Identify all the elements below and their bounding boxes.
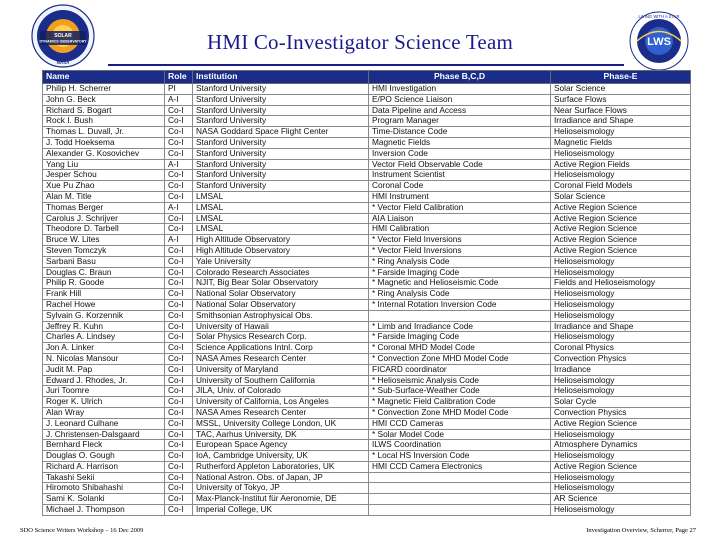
cell-institution: LMSAL — [193, 224, 369, 235]
header-role: Role — [165, 71, 193, 84]
cell-name: Theodore D. Tarbell — [43, 224, 165, 235]
cell-institution: IoA, Cambridge University, UK — [193, 451, 369, 462]
cell-role: Co-I — [165, 105, 193, 116]
cell-institution: National Solar Observatory — [193, 289, 369, 300]
cell-phase-e: Active Region Science — [551, 245, 691, 256]
cell-role: Co-I — [165, 440, 193, 451]
cell-role: Co-I — [165, 418, 193, 429]
cell-name: Bruce W. Lites — [43, 235, 165, 246]
cell-name: Judit M. Pap — [43, 364, 165, 375]
cell-name: Roger K. Ulrich — [43, 397, 165, 408]
table-row — [43, 191, 691, 202]
cell-institution: Stanford University — [193, 159, 369, 170]
cell-phase-bcd — [369, 472, 551, 483]
header-name: Name — [43, 71, 165, 84]
table-row — [43, 94, 691, 105]
cell-phase-bcd — [369, 505, 551, 516]
cell-name: J. Todd Hoeksema — [43, 137, 165, 148]
cell-role: Co-I — [165, 148, 193, 159]
cell-name: Xue Pu Zhao — [43, 181, 165, 192]
cell-phase-e: Atmosphere Dynamics — [551, 440, 691, 451]
cell-phase-e: Helioseismology — [551, 375, 691, 386]
cell-phase-e: Solar Science — [551, 191, 691, 202]
cell-role: A-I — [165, 235, 193, 246]
cell-name: Takashi Sekii — [43, 472, 165, 483]
cell-institution: Stanford University — [193, 137, 369, 148]
cell-phase-e: Magnetic Fields — [551, 137, 691, 148]
cell-phase-e: Irradiance and Shape — [551, 116, 691, 127]
cell-role: Co-I — [165, 127, 193, 138]
cell-institution: Stanford University — [193, 148, 369, 159]
cell-phase-bcd: Data Pipeline and Access — [369, 105, 551, 116]
cell-phase-bcd: HMI Investigation — [369, 84, 551, 95]
cell-institution: Stanford University — [193, 105, 369, 116]
cell-phase-bcd: * Solar Model Code — [369, 429, 551, 440]
cell-phase-e: Helioseismology — [551, 332, 691, 343]
cell-institution: JILA, Univ. of Colorado — [193, 386, 369, 397]
cell-phase-e: Helioseismology — [551, 483, 691, 494]
cell-name: Sylvain G. Korzennik — [43, 310, 165, 321]
cell-phase-bcd: Time-Distance Code — [369, 127, 551, 138]
cell-phase-e: Helioseismology — [551, 267, 691, 278]
cell-phase-e: Helioseismology — [551, 472, 691, 483]
cell-institution: Stanford University — [193, 84, 369, 95]
cell-name: Alan Wray — [43, 407, 165, 418]
table-header-row — [43, 71, 691, 84]
cell-phase-bcd: * Magnetic and Helioseismic Code — [369, 278, 551, 289]
table-row — [43, 451, 691, 462]
cell-phase-bcd: * Limb and Irradiance Code — [369, 321, 551, 332]
cell-institution: National Solar Observatory — [193, 299, 369, 310]
cell-role: Co-I — [165, 505, 193, 516]
cell-role: Co-I — [165, 191, 193, 202]
lws-logo — [626, 10, 692, 72]
cell-phase-e: Helioseismology — [551, 127, 691, 138]
cell-name: Richard A. Harrison — [43, 461, 165, 472]
table-row — [43, 278, 691, 289]
cell-institution: Imperial College, UK — [193, 505, 369, 516]
cell-phase-e: Helioseismology — [551, 505, 691, 516]
cell-phase-bcd: * Convection Zone MHD Model Code — [369, 353, 551, 364]
cell-name: Sarbani Basu — [43, 256, 165, 267]
cell-role: Co-I — [165, 321, 193, 332]
cell-institution: European Space Agency — [193, 440, 369, 451]
cell-name: Juri Toomre — [43, 386, 165, 397]
cell-phase-e: Helioseismology — [551, 256, 691, 267]
cell-institution: Smithsonian Astrophysical Obs. — [193, 310, 369, 321]
cell-phase-bcd: * Coronal MHD Model Code — [369, 343, 551, 354]
cell-role: Co-I — [165, 461, 193, 472]
cell-role: Co-I — [165, 116, 193, 127]
table-row — [43, 321, 691, 332]
table-row — [43, 84, 691, 95]
table-row — [43, 505, 691, 516]
cell-role: Co-I — [165, 181, 193, 192]
cell-institution: Science Applications Intnl. Corp — [193, 343, 369, 354]
cell-phase-e: Active Region Fields — [551, 159, 691, 170]
cell-phase-bcd: HMI Calibration — [369, 224, 551, 235]
cell-institution: LMSAL — [193, 213, 369, 224]
cell-role: PI — [165, 84, 193, 95]
cell-phase-e: Convection Physics — [551, 407, 691, 418]
cell-phase-bcd: * Farside Imaging Code — [369, 332, 551, 343]
table-row — [43, 461, 691, 472]
cell-institution: Stanford University — [193, 116, 369, 127]
cell-phase-bcd: HMI Instrument — [369, 191, 551, 202]
cell-institution: University of Maryland — [193, 364, 369, 375]
cell-phase-e: Helioseismology — [551, 310, 691, 321]
table-row — [43, 299, 691, 310]
cell-phase-e: AR Science — [551, 494, 691, 505]
cell-phase-e: Coronal Physics — [551, 343, 691, 354]
cell-phase-e: Active Region Science — [551, 213, 691, 224]
table-row — [43, 310, 691, 321]
cell-role: Co-I — [165, 245, 193, 256]
table-row — [43, 105, 691, 116]
cell-phase-e: Surface Flows — [551, 94, 691, 105]
cell-phase-e: Solar Cycle — [551, 397, 691, 408]
cell-name: Charles A. Lindsey — [43, 332, 165, 343]
cell-phase-bcd: Inversion Code — [369, 148, 551, 159]
table-row — [43, 429, 691, 440]
table-row — [43, 181, 691, 192]
table-row — [43, 407, 691, 418]
cell-phase-bcd — [369, 310, 551, 321]
cell-name: Richard S. Bogart — [43, 105, 165, 116]
cell-institution: MSSL, University College London, UK — [193, 418, 369, 429]
cell-role: A-I — [165, 94, 193, 105]
cell-phase-bcd: * Farside Imaging Code — [369, 267, 551, 278]
cell-role: Co-I — [165, 256, 193, 267]
table-row — [43, 386, 691, 397]
cell-name: N. Nicolas Mansour — [43, 353, 165, 364]
cell-institution: Max-Planck-Institut für Aeronomie, DE — [193, 494, 369, 505]
lws-logo-badge: LWS — [647, 36, 671, 48]
cell-name: Bernhard Fleck — [43, 440, 165, 451]
cell-phase-bcd: * Helioseismic Analysis Code — [369, 375, 551, 386]
table-row — [43, 418, 691, 429]
cell-role: Co-I — [165, 332, 193, 343]
table-row — [43, 483, 691, 494]
cell-phase-e: Convection Physics — [551, 353, 691, 364]
cell-role: Co-I — [165, 343, 193, 354]
cell-name: Hiromoto Shibahashi — [43, 483, 165, 494]
header-phase-e: Phase-E — [551, 71, 691, 84]
cell-institution: University of Tokyo, JP — [193, 483, 369, 494]
cell-role: Co-I — [165, 429, 193, 440]
cell-name: J. Leonard Culhane — [43, 418, 165, 429]
table-row — [43, 494, 691, 505]
header-phase-bcd: Phase B,C,D — [369, 71, 551, 84]
cell-role: Co-I — [165, 451, 193, 462]
cell-name: Philip H. Scherrer — [43, 84, 165, 95]
cell-role: A-I — [165, 202, 193, 213]
cell-phase-e: Irradiance and Shape — [551, 321, 691, 332]
cell-phase-bcd: * Magnetic Field Calibration Code — [369, 397, 551, 408]
cell-name: Edward J. Rhodes, Jr. — [43, 375, 165, 386]
cell-name: Alan M. Title — [43, 191, 165, 202]
cell-phase-bcd: Vector Field Observable Code — [369, 159, 551, 170]
cell-phase-bcd: Coronal Code — [369, 181, 551, 192]
cell-phase-bcd: E/PO Science Liaison — [369, 94, 551, 105]
team-table-container — [42, 70, 690, 516]
cell-phase-e: Irradiance — [551, 364, 691, 375]
table-row — [43, 472, 691, 483]
cell-name: Yang Liu — [43, 159, 165, 170]
team-table-body — [43, 84, 691, 516]
cell-phase-e: Coronal Field Models — [551, 181, 691, 192]
cell-institution: High Altitude Observatory — [193, 245, 369, 256]
cell-institution: NASA Ames Research Center — [193, 407, 369, 418]
footer-right: Investigation Overview, Scherrer, Page 27 — [586, 527, 696, 534]
cell-role: Co-I — [165, 289, 193, 300]
table-row — [43, 116, 691, 127]
cell-name: Thomas L. Duvall, Jr. — [43, 127, 165, 138]
cell-phase-bcd: Instrument Scientist — [369, 170, 551, 181]
cell-institution: Solar Physics Research Corp. — [193, 332, 369, 343]
table-row — [43, 148, 691, 159]
cell-name: J. Christensen-Dalsgaard — [43, 429, 165, 440]
cell-phase-bcd — [369, 483, 551, 494]
cell-phase-e: Active Region Science — [551, 461, 691, 472]
cell-role: Co-I — [165, 407, 193, 418]
cell-institution: High Altitude Observatory — [193, 235, 369, 246]
cell-phase-bcd: ILWS Coordination — [369, 440, 551, 451]
cell-institution: NASA Ames Research Center — [193, 353, 369, 364]
cell-role: Co-I — [165, 267, 193, 278]
cell-name: Douglas O. Gough — [43, 451, 165, 462]
cell-phase-bcd — [369, 494, 551, 505]
table-row — [43, 245, 691, 256]
cell-institution: TAC, Aarhus University, DK — [193, 429, 369, 440]
cell-name: Douglas C. Braun — [43, 267, 165, 278]
cell-phase-bcd: FICARD coordinator — [369, 364, 551, 375]
cell-role: Co-I — [165, 353, 193, 364]
cell-role: Co-I — [165, 310, 193, 321]
cell-phase-e: Active Region Science — [551, 418, 691, 429]
cell-role: Co-I — [165, 472, 193, 483]
table-row — [43, 224, 691, 235]
cell-role: Co-I — [165, 364, 193, 375]
cell-name: Jeffrey R. Kuhn — [43, 321, 165, 332]
cell-institution: NJIT, Big Bear Solar Observatory — [193, 278, 369, 289]
cell-role: Co-I — [165, 375, 193, 386]
cell-phase-bcd: * Internal Rotation Inversion Code — [369, 299, 551, 310]
cell-role: Co-I — [165, 213, 193, 224]
lws-logo-ring-text: LIVING WITH A STAR — [638, 14, 680, 19]
cell-institution: Rutherford Appleton Laboratories, UK — [193, 461, 369, 472]
cell-role: Co-I — [165, 170, 193, 181]
cell-institution: Stanford University — [193, 170, 369, 181]
cell-name: Steven Tomczyk — [43, 245, 165, 256]
cell-phase-e: Helioseismology — [551, 429, 691, 440]
table-row — [43, 440, 691, 451]
cell-phase-e: Solar Science — [551, 84, 691, 95]
cell-phase-bcd: * Ring Analysis Code — [369, 289, 551, 300]
cell-phase-bcd: HMI CCD Cameras — [369, 418, 551, 429]
cell-institution: University of Hawaii — [193, 321, 369, 332]
title-underline — [108, 64, 624, 66]
table-row — [43, 375, 691, 386]
cell-role: Co-I — [165, 483, 193, 494]
cell-institution: Stanford University — [193, 94, 369, 105]
cell-phase-e: Helioseismology — [551, 386, 691, 397]
table-row — [43, 353, 691, 364]
cell-phase-e: Helioseismology — [551, 148, 691, 159]
table-row — [43, 235, 691, 246]
cell-phase-e: Active Region Science — [551, 235, 691, 246]
cell-institution: LMSAL — [193, 191, 369, 202]
cell-name: Jon A. Linker — [43, 343, 165, 354]
table-row — [43, 127, 691, 138]
cell-name: Jesper Schou — [43, 170, 165, 181]
cell-phase-e: Active Region Science — [551, 202, 691, 213]
table-row — [43, 202, 691, 213]
footer-left: SDO Science Writers Workshop – 16 Dec 2009 — [20, 527, 144, 534]
cell-role: Co-I — [165, 397, 193, 408]
cell-role: Co-I — [165, 137, 193, 148]
cell-name: Frank Hill — [43, 289, 165, 300]
team-table — [42, 70, 691, 516]
cell-phase-e: Helioseismology — [551, 299, 691, 310]
cell-name: Carolus J. Schrijver — [43, 213, 165, 224]
cell-phase-e: Helioseismology — [551, 451, 691, 462]
cell-role: A-I — [165, 159, 193, 170]
table-row — [43, 289, 691, 300]
table-row — [43, 397, 691, 408]
cell-institution: University of California, Los Angeles — [193, 397, 369, 408]
cell-phase-e: Helioseismology — [551, 170, 691, 181]
cell-name: Thomas Berger — [43, 202, 165, 213]
table-row — [43, 137, 691, 148]
cell-phase-bcd: * Vector Field Inversions — [369, 245, 551, 256]
cell-role: Co-I — [165, 299, 193, 310]
header-institution: Institution — [193, 71, 369, 84]
cell-phase-e: Active Region Science — [551, 224, 691, 235]
sdo-logo-badge-bottom: DYNAMICS OBSERVATORY — [39, 39, 87, 44]
cell-phase-bcd: Magnetic Fields — [369, 137, 551, 148]
cell-phase-e: Near Surface Flows — [551, 105, 691, 116]
cell-role: Co-I — [165, 386, 193, 397]
cell-institution: NASA Goddard Space Flight Center — [193, 127, 369, 138]
table-row — [43, 332, 691, 343]
cell-name: Sami K. Solanki — [43, 494, 165, 505]
cell-phase-e: Fields and Helioseismology — [551, 278, 691, 289]
table-row — [43, 256, 691, 267]
cell-phase-bcd: * Sub-Surface-Weather Code — [369, 386, 551, 397]
slide-title: HMI Co-Investigator Science Team — [206, 30, 514, 54]
sdo-logo-badge-top: SOLAR — [54, 33, 72, 39]
cell-name: Rachel Howe — [43, 299, 165, 310]
table-row — [43, 213, 691, 224]
table-row — [43, 364, 691, 375]
cell-phase-bcd: HMI CCD Camera Electronics — [369, 461, 551, 472]
sdo-logo-nasa: NASA — [56, 60, 70, 65]
cell-phase-bcd: AIA Liaison — [369, 213, 551, 224]
cell-role: Co-I — [165, 224, 193, 235]
cell-institution: Yale University — [193, 256, 369, 267]
cell-phase-bcd: * Convection Zone MHD Model Code — [369, 407, 551, 418]
cell-institution: National Astron. Obs. of Japan, JP — [193, 472, 369, 483]
cell-role: Co-I — [165, 278, 193, 289]
cell-phase-bcd: * Vector Field Inversions — [369, 235, 551, 246]
cell-institution: Stanford University — [193, 181, 369, 192]
cell-phase-e: Helioseismology — [551, 289, 691, 300]
table-row — [43, 170, 691, 181]
cell-role: Co-I — [165, 494, 193, 505]
table-row — [43, 343, 691, 354]
cell-name: Philip R. Goode — [43, 278, 165, 289]
cell-institution: Colorado Research Associates — [193, 267, 369, 278]
table-row — [43, 267, 691, 278]
cell-name: Rock I. Bush — [43, 116, 165, 127]
cell-phase-bcd: Program Manager — [369, 116, 551, 127]
cell-phase-bcd: * Local HS Inversion Code — [369, 451, 551, 462]
cell-name: John G. Beck — [43, 94, 165, 105]
cell-phase-bcd: * Ring Analysis Code — [369, 256, 551, 267]
table-row — [43, 159, 691, 170]
cell-name: Michael J. Thompson — [43, 505, 165, 516]
cell-name: Alexander G. Kosovichev — [43, 148, 165, 159]
cell-institution: LMSAL — [193, 202, 369, 213]
cell-phase-bcd: * Vector Field Calibration — [369, 202, 551, 213]
cell-institution: University of Southern California — [193, 375, 369, 386]
